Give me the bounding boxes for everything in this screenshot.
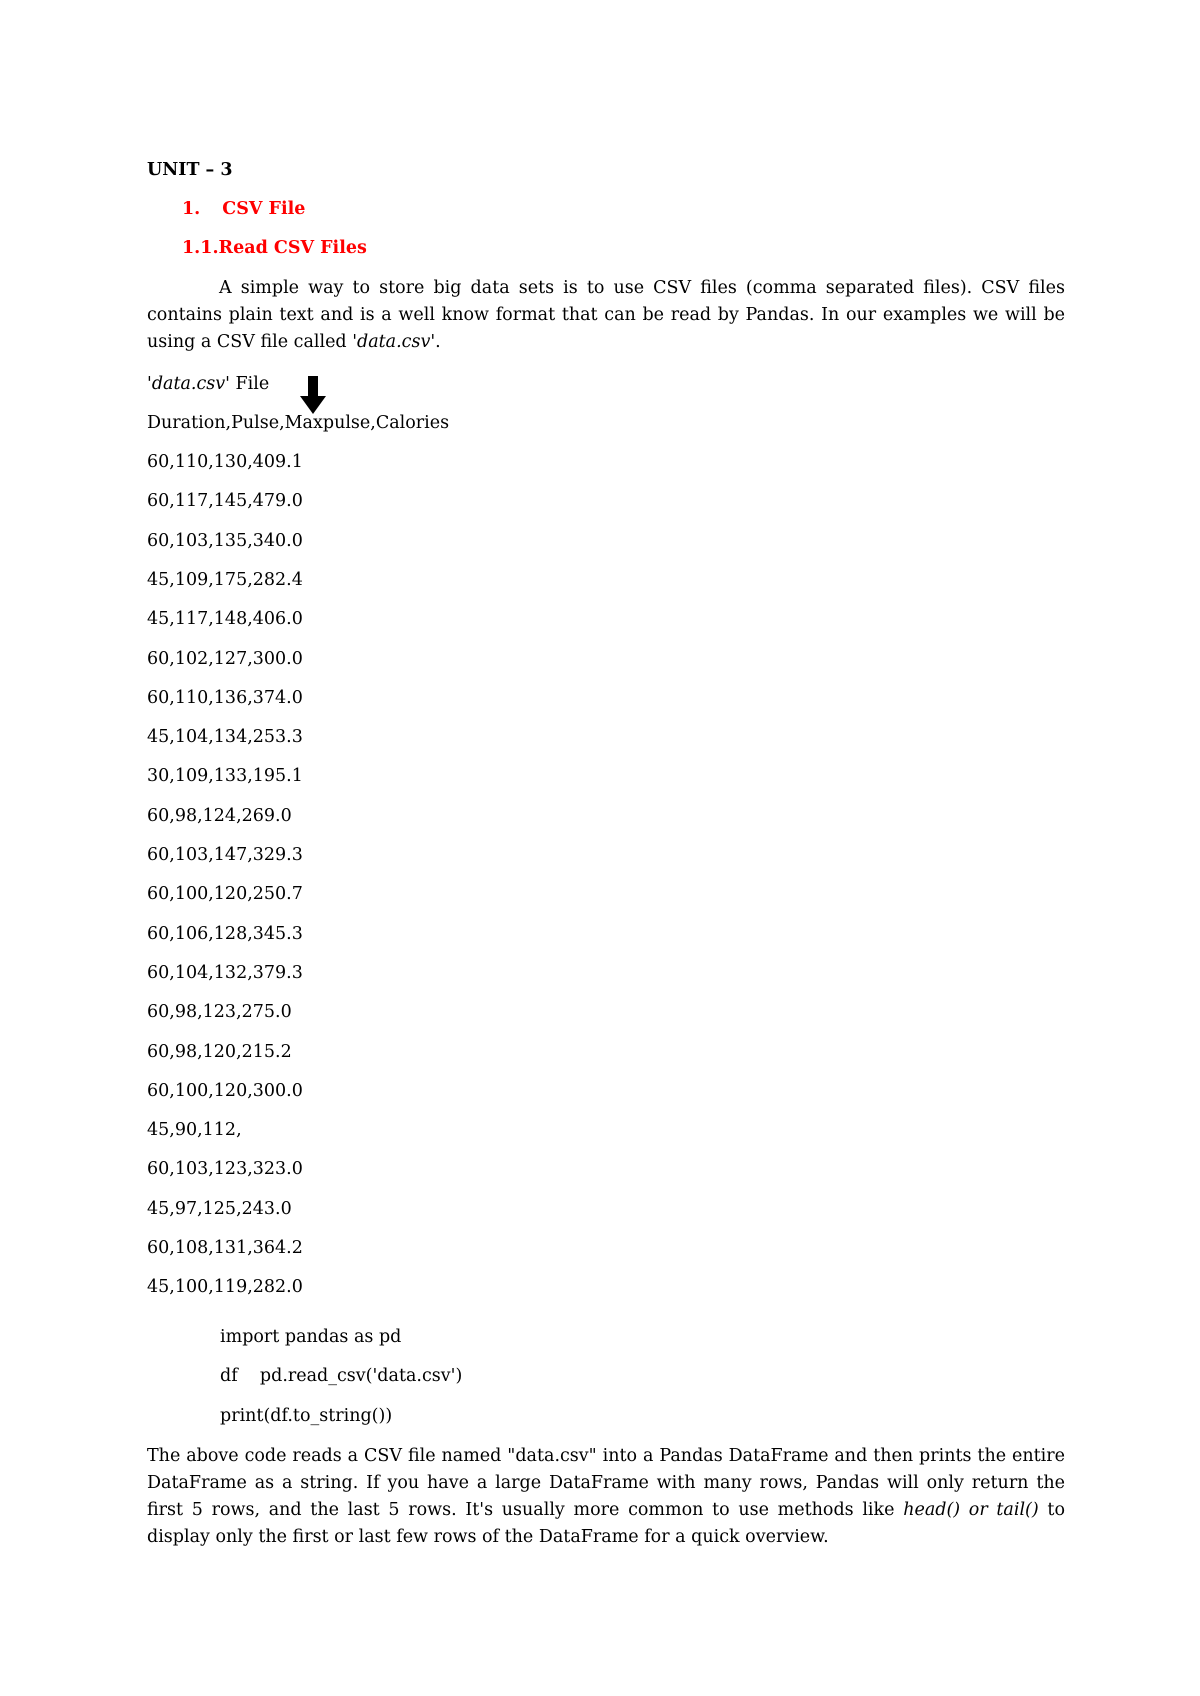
csv-row: 60,100,120,300.0 bbox=[147, 1080, 303, 1101]
csv-row: 60,98,120,215.2 bbox=[147, 1041, 292, 1062]
intro-text: A simple way to store big data sets is to use CSV files (comma separated files). CSV files contains plain text and is a well know format that can be read by Pandas. In our examples we will be using a CSV file called ' bbox=[147, 278, 1065, 352]
csv-row: 45,90,112, bbox=[147, 1120, 242, 1141]
intro-filename: data.csv bbox=[357, 332, 431, 352]
csv-row: 45,104,134,253.3 bbox=[147, 727, 303, 748]
code-line: import pandas as pd bbox=[220, 1327, 402, 1347]
csv-row: 45,97,125,243.0 bbox=[147, 1198, 292, 1219]
outro-paragraph bbox=[147, 1443, 1065, 1551]
file-label bbox=[147, 372, 269, 396]
code-line: df pd.read_csv('data.csv') bbox=[220, 1366, 463, 1387]
down-arrow-icon bbox=[300, 376, 326, 414]
code-line: print(df.to_string()) bbox=[220, 1405, 393, 1426]
csv-row: 60,103,135,340.0 bbox=[147, 530, 303, 551]
file-label-name: data.csv bbox=[151, 374, 226, 394]
file-label-suffix: ' File bbox=[225, 374, 270, 394]
csv-row: 60,104,132,379.3 bbox=[147, 962, 303, 983]
csv-row: 60,100,120,250.7 bbox=[147, 884, 303, 905]
subsection-title: Read CSV Files bbox=[218, 238, 367, 258]
subsection-heading bbox=[182, 236, 367, 260]
section-title: CSV File bbox=[222, 199, 306, 219]
csv-row: 60,117,145,479.0 bbox=[147, 491, 303, 512]
section-number: 1. bbox=[182, 199, 201, 219]
csv-row: 60,106,128,345.3 bbox=[147, 923, 303, 944]
csv-row: 60,98,124,269.0 bbox=[147, 805, 292, 826]
csv-row: 45,100,119,282.0 bbox=[147, 1277, 303, 1298]
csv-row: 60,103,147,329.3 bbox=[147, 845, 303, 865]
csv-row: 60,102,127,300.0 bbox=[147, 648, 303, 669]
file-label-quote: ' bbox=[147, 374, 152, 394]
intro-paragraph bbox=[147, 275, 1065, 356]
csv-row: 60,110,136,374.0 bbox=[147, 687, 303, 708]
csv-row: 60,108,131,364.2 bbox=[147, 1238, 303, 1258]
csv-header-line: Duration,Pulse,Maxpulse,Calories bbox=[147, 413, 450, 433]
subsection-number: 1.1. bbox=[182, 238, 219, 258]
csv-row: 45,109,175,282.4 bbox=[147, 569, 303, 590]
outro-text-end: to display only the first or last few rows of the DataFrame for a quick overview. bbox=[147, 1500, 1065, 1547]
csv-row: 60,103,123,323.0 bbox=[147, 1159, 303, 1180]
csv-row: 45,117,148,406.0 bbox=[147, 609, 303, 630]
csv-row: 60,110,130,409.1 bbox=[147, 452, 303, 472]
section-heading bbox=[182, 197, 305, 221]
outro-methods: head() or tail() bbox=[903, 1500, 1039, 1520]
csv-row: 60,98,123,275.0 bbox=[147, 1002, 292, 1023]
unit-title: UNIT – 3 bbox=[147, 160, 233, 180]
intro-text-end: '. bbox=[430, 332, 441, 352]
outro-text: The above code reads a CSV file named "data.csv" into a Pandas DataFrame and then prints the entire DataFrame as a string. If you have a large DataFrame with many rows, Pandas will only return the first 5 rows, and the last 5 rows. It's usually more common to use methods like bbox=[147, 1446, 1065, 1520]
csv-row: 30,109,133,195.1 bbox=[147, 766, 303, 787]
